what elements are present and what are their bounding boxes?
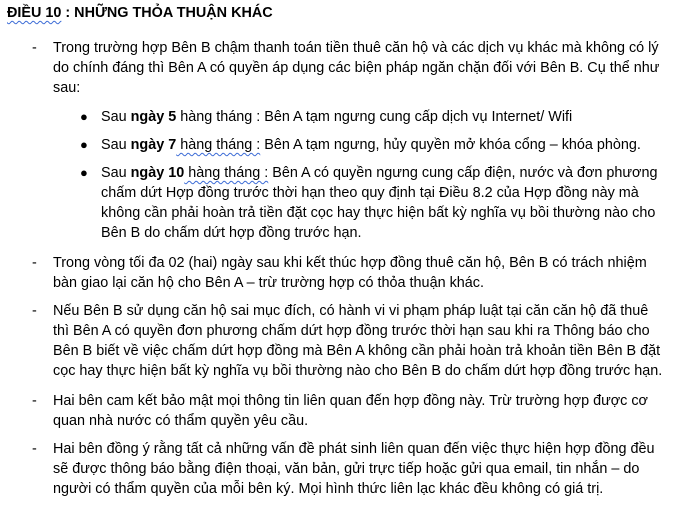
list-item-text <box>53 253 671 293</box>
text-line: Trong vòng tối đa 02 (hai) ngày sau khi kết thúc hợp đồng thuê căn hộ, Bên B có trách nhiệm <box>53 255 647 271</box>
sub-item-text <box>101 107 667 127</box>
list-item-text <box>53 301 671 381</box>
text-line: Bên B biết về việc chấm dứt hợp đồng mà Bên A không cần phải hoàn trả khoản tiền Bên B đặt <box>53 343 661 359</box>
list-item-text <box>53 38 671 98</box>
text-line: Sau ngày 5 hàng tháng : Bên A tạm ngưng cung cấp dịch vụ Internet/ Wifi <box>101 109 573 125</box>
sub-item-text <box>101 135 667 155</box>
text-line: quan nhà nước có thẩm quyền yêu cầu. <box>53 413 309 429</box>
bold-date: ngày 5 <box>130 109 177 125</box>
dash-marker: - <box>32 40 37 56</box>
text-line: người có thẩm quyền của mỗi bên ký. Mọi hình thức liên lạc khác đều không có giá trị. <box>53 481 604 497</box>
dash-marker: - <box>32 255 37 271</box>
text-line: cọc hay thực hiện bất kỳ nghĩa vụ bồi thường nào cho Bên B do chấm dứt hợp đồng trước hạn. <box>53 363 663 379</box>
text-line: Nếu Bên B sử dụng căn hộ sai mục đích, có hành vi vi phạm pháp luật tại căn căn hộ đã thuê <box>53 303 649 319</box>
heading-title: : NHỮNG THỎA THUẬN KHÁC <box>61 5 273 21</box>
bullet-marker: ● <box>80 165 88 180</box>
section-heading <box>7 3 273 23</box>
dash-marker: - <box>32 303 37 319</box>
text-line: Bên B do chấm dứt hợp đồng trước hạn. <box>101 225 362 241</box>
text-line: không cần phải hoàn trả tiền đặt cọc hay thực hiện bất kỳ nghĩa vụ bồi thường nào cho <box>101 205 656 221</box>
dash-marker: - <box>32 441 37 457</box>
bullet-marker: ● <box>80 137 88 152</box>
text-line: sau: <box>53 80 81 96</box>
text-line: Hai bên cam kết bảo mật mọi thông tin liên quan đến hợp đồng này. Trừ trường hợp được cơ <box>53 393 648 409</box>
text-line: Trong trường hợp Bên B chậm thanh toán tiền thuê căn hộ và các dịch vụ khác mà không có lý <box>53 40 659 56</box>
text-line: sẽ được thông báo bằng điện thoại, văn bản, gửi trực tiếp hoặc gửi qua email, tin nhắn – do <box>53 461 640 477</box>
text-line: bàn giao lại căn hộ cho Bên A – trừ trường hợp có thỏa thuận khác. <box>53 275 484 291</box>
text-line: do chính đáng thì Bên A có quyền áp dụng các biện pháp ngăn chặn đối với Bên B. Cụ thể như <box>53 60 660 76</box>
bold-date: ngày 7 <box>130 137 177 153</box>
text-line: Hai bên đồng ý rằng tất cả những vấn đề phát sinh liên quan đến việc thực hiện hợp đồng đều <box>53 441 655 457</box>
list-item-text <box>53 391 671 431</box>
text-line: Sau ngày 7 hàng tháng : Bên A tạm ngưng, hủy quyền mở khóa cổng – khóa phòng. <box>101 137 641 153</box>
list-item-text <box>53 439 671 499</box>
sub-item-text <box>101 163 667 243</box>
bullet-marker: ● <box>80 109 88 124</box>
text-line: thì Bên A có quyền đơn phương chấm dứt hợp đồng trước thời hạn sau khi ra Thông báo cho <box>53 323 650 339</box>
bold-date: ngày 10 <box>130 165 185 181</box>
heading-prefix: ĐIỀU 10 <box>7 5 62 21</box>
dash-marker: - <box>32 393 37 409</box>
text-line: chấm dứt Hợp đồng trước thời hạn theo quy định tại Điều 8.2 của Hợp đồng này mà <box>101 185 639 201</box>
text-line: Sau ngày 10 hàng tháng : Bên A có quyền ngưng cung cấp điện, nước và đơn phương <box>101 165 658 181</box>
